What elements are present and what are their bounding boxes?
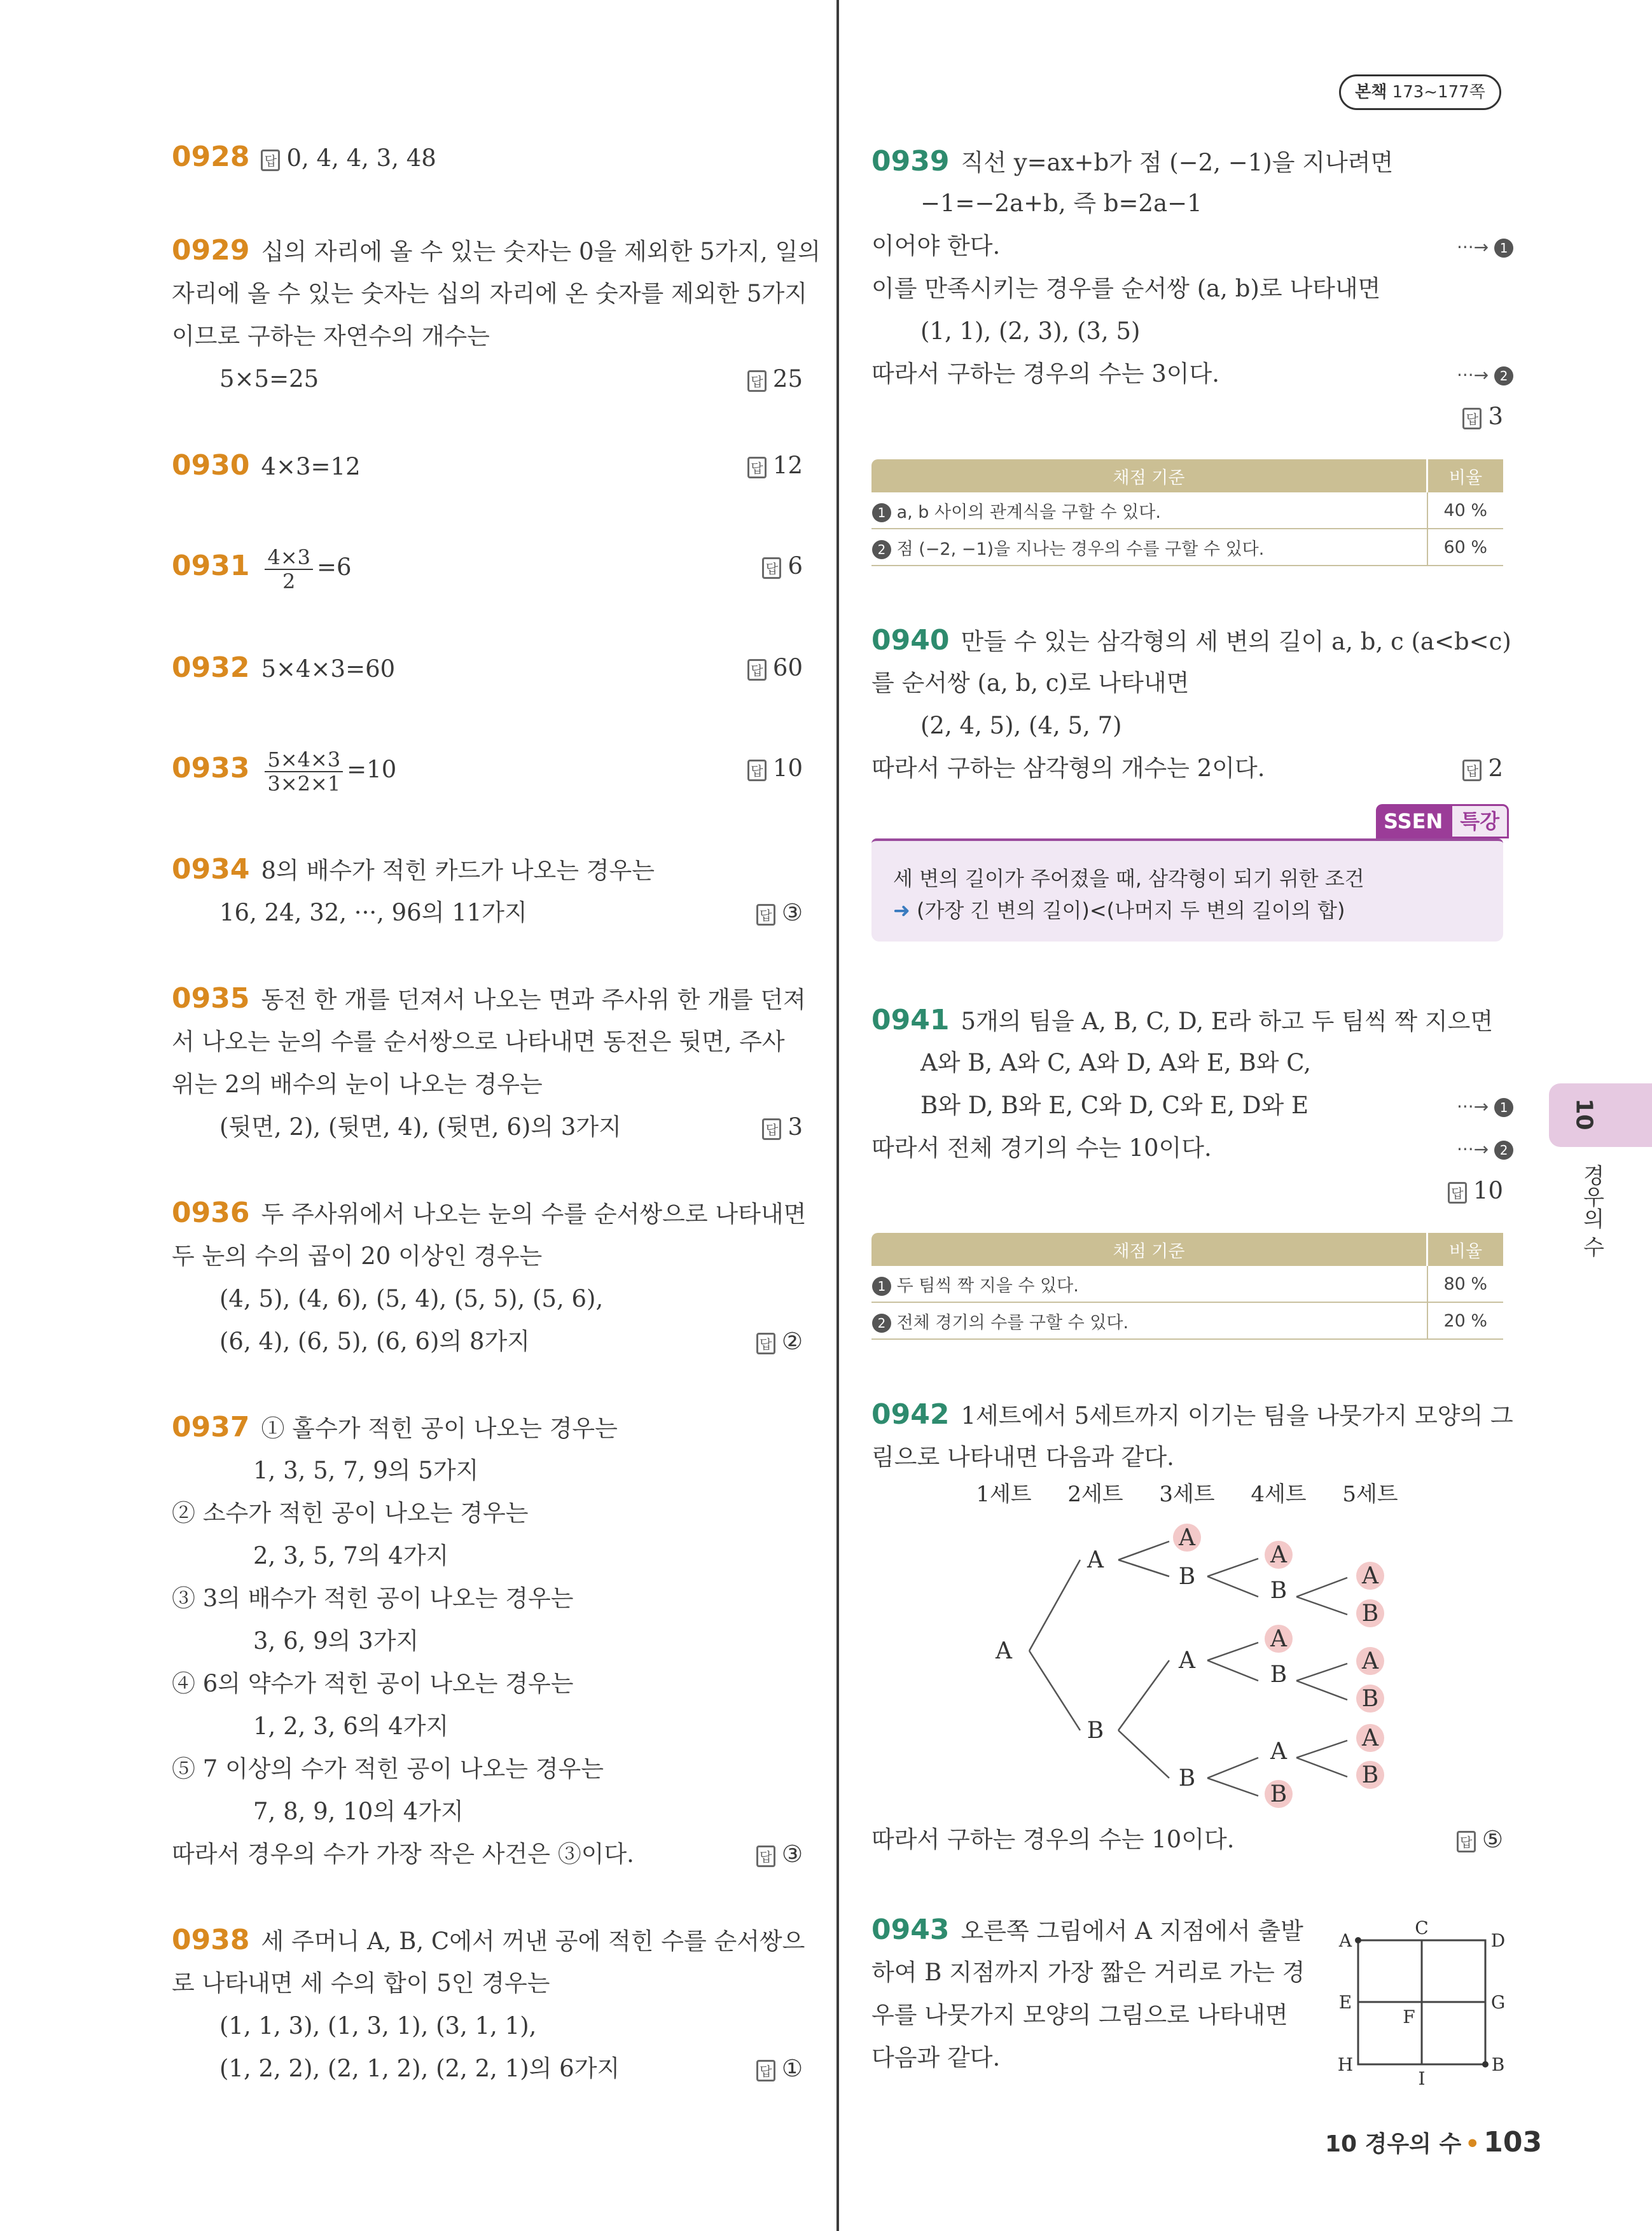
answer-icon: 답	[762, 557, 781, 579]
tree-node: B	[1270, 1662, 1288, 1688]
answer-0937: 답 ③	[756, 1840, 803, 1868]
text-line: 따라서 구하는 삼각형의 개수는 2이다.	[871, 754, 1265, 782]
text-line: 림으로 나타내면 다음과 같다.	[871, 1443, 1174, 1471]
answer-icon: 답	[756, 1845, 775, 1867]
step-marker: ···→ 1	[1457, 1096, 1513, 1117]
problem-0931: 0931 $\frac{4\times 3}{2}$ =6	[172, 545, 352, 594]
text-line: 를 순서쌍 (a, b, c)로 나타내면	[871, 669, 1190, 697]
answer-0941: 답 10	[1448, 1177, 1503, 1205]
table-header: 비율	[1427, 459, 1504, 492]
set-label: 2세트	[1067, 1482, 1123, 1507]
answer-0931: 답 6	[762, 552, 803, 580]
text-line: (뒷면, 2), (뒷면, 4), (뒷면, 6)의 3가지	[219, 1113, 621, 1141]
set-label: 4세트	[1251, 1482, 1307, 1507]
answer-icon: 답	[261, 149, 280, 171]
problem-0937: 0937 ① 홀수가 적힌 공이 나오는 경우는	[172, 1411, 618, 1443]
text-line: (4, 5), (4, 6), (5, 4), (5, 5), (5, 6),	[219, 1285, 604, 1312]
text-line: (1, 2, 2), (2, 1, 2), (2, 2, 1)의 6가지	[219, 2055, 620, 2082]
step-marker: ···→ 1	[1457, 237, 1513, 258]
problem-0942: 0942 1세트에서 5세트까지 이기는 팀을 나뭇가지 모양의 그	[871, 1398, 1513, 1431]
text-line: 따라서 전체 경기의 수는 10이다.	[871, 1134, 1212, 1162]
answer-icon: 답	[747, 457, 767, 478]
problem-0938: 0938 세 주머니 A, B, C에서 꺼낸 공에 적힌 수를 순서쌍으	[172, 1924, 805, 1956]
text-line: ⑤ 7 이상의 수가 적힌 공이 나오는 경우는	[172, 1755, 604, 1783]
tree-node: B	[1086, 1718, 1104, 1744]
point-label: A	[1338, 1930, 1352, 1951]
point-label: I	[1418, 2068, 1426, 2089]
text-line: (6, 4), (6, 5), (6, 6)의 8가지	[219, 1328, 530, 1355]
text-line: 이어야 한다.	[871, 232, 1001, 260]
chapter-tab	[1549, 1083, 1652, 1147]
text-line: 따라서 구하는 경우의 수는 3이다.	[871, 360, 1219, 387]
text-line: 위는 2의 배수의 눈이 나오는 경우는	[172, 1071, 543, 1098]
answer-0934: 답 ③	[756, 899, 803, 927]
step-marker: ···→ 2	[1457, 1139, 1513, 1160]
tree-node: A	[1179, 1525, 1195, 1551]
fraction: $\frac{4\times 3}{2}$	[265, 546, 313, 593]
table-row: 1 a, b 사이의 관계식을 구할 수 있다. 40 %	[871, 492, 1503, 529]
text-line: 5×5=25	[219, 365, 319, 393]
tree-diagram-0942	[954, 1476, 1438, 1819]
text-line: 1, 3, 5, 7, 9의 5가지	[253, 1457, 479, 1484]
table-row: 2 점 (−2, −1)을 지나는 경우의 수를 구할 수 있다. 60 %	[871, 529, 1503, 566]
answer-icon: 답	[756, 2060, 775, 2082]
tree-node: B	[1178, 1765, 1196, 1791]
answer-icon: 답	[1462, 760, 1482, 781]
tree-node: A	[1270, 1626, 1287, 1652]
answer-icon: 답	[1448, 1182, 1467, 1204]
answer-icon: 답	[747, 659, 767, 681]
note-line: ➜ (가장 긴 변의 길이)<(나머지 두 변의 길이의 합)	[893, 898, 1345, 922]
chapter-number: 10	[1571, 1098, 1597, 1130]
text-line: 2, 3, 5, 7의 4가지	[253, 1542, 449, 1569]
answer-0935: 답 3	[762, 1113, 803, 1141]
answer-icon: 답	[756, 1333, 775, 1354]
text-line: ④ 6의 약수가 적힌 공이 나오는 경우는	[172, 1670, 574, 1697]
tree-node: B	[1270, 1781, 1288, 1807]
problem-0939: 0939 직선 y=ax+b가 점 (−2, −1)을 지나려면	[871, 145, 1394, 177]
note-line: 세 변의 길이가 주어졌을 때, 삼각형이 되기 위한 조건	[893, 866, 1364, 891]
answer-0933: 답 10	[747, 754, 803, 782]
arrow-right-icon: ➜	[893, 898, 910, 922]
tree-node: A	[1087, 1547, 1104, 1573]
tree-node: A	[1270, 1739, 1287, 1765]
tree-node: B	[1361, 1686, 1379, 1712]
answer-0942: 답 ⑤	[1457, 1826, 1503, 1854]
problem-0932: 0932 5×4×3=60	[172, 651, 396, 684]
table-header: 채점 기준	[871, 459, 1427, 492]
tree-node: A	[1270, 1542, 1287, 1568]
point-label: B	[1491, 2054, 1505, 2075]
answer-icon: 답	[1457, 1831, 1476, 1852]
problem-0940: 0940 만들 수 있는 삼각형의 세 변의 길이 a, b, c (a<b<c)	[871, 624, 1511, 657]
fraction: $\frac{5\times 4\times 3}{3\times 2\times 1}$	[265, 748, 343, 795]
tree-node: A	[1362, 1725, 1378, 1751]
text-line: 7, 8, 9, 10의 4가지	[253, 1798, 464, 1825]
chapter-side-label: 경우의 수	[1579, 1164, 1604, 1258]
table-row: 1 두 팀씩 짝 지을 수 있다. 80 %	[871, 1266, 1503, 1302]
point-label: D	[1490, 1930, 1506, 1951]
point-label: E	[1338, 1992, 1352, 2013]
tree-node: A	[1179, 1648, 1195, 1674]
point-label: F	[1403, 2006, 1415, 2027]
problem-0943: 0943 오른쪽 그림에서 A 지점에서 출발	[871, 1914, 1303, 1946]
problem-0928: 0928 답 0, 4, 4, 3, 48	[172, 141, 436, 173]
text-line: (2, 4, 5), (4, 5, 7)	[920, 712, 1122, 739]
text-line: ③ 3의 배수가 적힌 공이 나오는 경우는	[172, 1585, 574, 1612]
scoring-table-0939	[871, 459, 1503, 566]
problem-0930: 0930 4×3=12	[172, 449, 361, 482]
tree-node: B	[1178, 1564, 1196, 1590]
tree-node: B	[1270, 1578, 1288, 1604]
answer-icon: 답	[747, 370, 767, 392]
text-line: 자리에 올 수 있는 숫자는 십의 자리에 온 숫자를 제외한 5가지	[172, 280, 807, 307]
answer-icon: 답	[1462, 408, 1482, 429]
tree-node: B	[1361, 1601, 1379, 1627]
tree-node: B	[1361, 1762, 1379, 1788]
text-line: 로 나타내면 세 수의 합이 5인 경우는	[172, 1970, 550, 1997]
answer-icon: 답	[756, 904, 775, 926]
text-line: 다음과 같다.	[871, 2044, 1001, 2071]
text-line: A와 B, A와 C, A와 D, A와 E, B와 C,	[920, 1049, 1311, 1076]
problem-0935: 0935 동전 한 개를 던져서 나오는 면과 주사위 한 개를 던져	[172, 982, 806, 1015]
answer-0932: 답 60	[747, 654, 803, 682]
set-label: 1세트	[976, 1482, 1032, 1507]
text-line: ② 소수가 적힌 공이 나오는 경우는	[172, 1499, 529, 1527]
point-label: H	[1337, 2054, 1354, 2075]
problem-0934: 0934 8의 배수가 적힌 카드가 나오는 경우는	[172, 853, 655, 886]
text-line: 서 나오는 눈의 수를 순서쌍으로 나타내면 동전은 뒷면, 주사	[172, 1028, 785, 1055]
tree-node: A	[1362, 1648, 1378, 1674]
text-line: (1, 1), (2, 3), (3, 5)	[920, 317, 1141, 345]
column-divider	[836, 0, 839, 2231]
text-line: 3, 6, 9의 3가지	[253, 1627, 419, 1655]
text-line: (1, 1, 3), (1, 3, 1), (3, 1, 1),	[219, 2012, 537, 2040]
ssen-special-tag: SSEN 특강	[1376, 804, 1509, 838]
page-footer: 10 경우의 수 • 103	[1325, 2126, 1543, 2158]
page-reference-badge: 본책 173~177쪽	[1339, 74, 1501, 110]
table-header: 채점 기준	[871, 1233, 1427, 1266]
answer-0938: 답 ①	[756, 2055, 803, 2083]
answer-0940: 답 2	[1462, 754, 1503, 782]
set-label: 5세트	[1342, 1482, 1398, 1507]
point-label: G	[1490, 1992, 1506, 2013]
point-label: C	[1415, 1917, 1429, 1938]
text-line: 하여 B 지점까지 가장 짧은 거리로 가는 경	[871, 1959, 1305, 1986]
text-line: 따라서 경우의 수가 가장 작은 사건은 ③이다.	[172, 1840, 634, 1868]
set-label: 3세트	[1159, 1482, 1215, 1507]
text-line: 두 눈의 수의 곱이 20 이상인 경우는	[172, 1242, 543, 1270]
table-row: 2 전체 경기의 수를 구할 수 있다. 20 %	[871, 1302, 1503, 1339]
answer-icon: 답	[747, 760, 767, 781]
step-marker: ···→ 2	[1457, 365, 1513, 386]
text-line: 이를 만족시키는 경우를 순서쌍 (a, b)로 나타내면	[871, 275, 1381, 302]
problem-0941: 0941 5개의 팀을 A, B, C, D, E라 하고 두 팀씩 짝 지으면	[871, 1004, 1494, 1036]
text-line: −1=−2a+b, 즉 b=2a−1	[920, 190, 1202, 217]
scoring-table-0941	[871, 1233, 1503, 1340]
table-header: 비율	[1427, 1233, 1504, 1266]
problem-0929: 0929 십의 자리에 올 수 있는 숫자는 0을 제외한 5가지, 일의	[172, 234, 821, 267]
answer-0939: 답 3	[1462, 403, 1503, 431]
text-line: 1, 2, 3, 6의 4가지	[253, 1713, 449, 1740]
problem-0936: 0936 두 주사위에서 나오는 눈의 수를 순서쌍으로 나타내면	[172, 1197, 807, 1229]
problem-0933: 0933 $\frac{5\times 4\times 3}{3\times 2\times 1}$ =10	[172, 747, 397, 796]
text-line: 따라서 구하는 경우의 수는 10이다.	[871, 1826, 1235, 1853]
tree-node: A	[996, 1638, 1012, 1664]
text-line: 16, 24, 32, ···, 96의 11가지	[219, 899, 527, 926]
answer-0930: 답 12	[747, 452, 803, 480]
text-line: B와 D, B와 E, C와 D, C와 E, D와 E	[920, 1092, 1308, 1119]
answer-0936: 답 ②	[756, 1328, 803, 1356]
answer-0929: 답 25	[747, 365, 803, 393]
text-line: 우를 나뭇가지 모양의 그림으로 나타내면	[871, 2001, 1288, 2029]
answer-icon: 답	[762, 1118, 781, 1140]
text-line: 이므로 구하는 자연수의 개수는	[172, 323, 490, 350]
grid-diagram-0943	[1329, 1908, 1514, 2093]
ssen-note-box	[871, 838, 1503, 942]
tree-node: A	[1362, 1563, 1378, 1589]
